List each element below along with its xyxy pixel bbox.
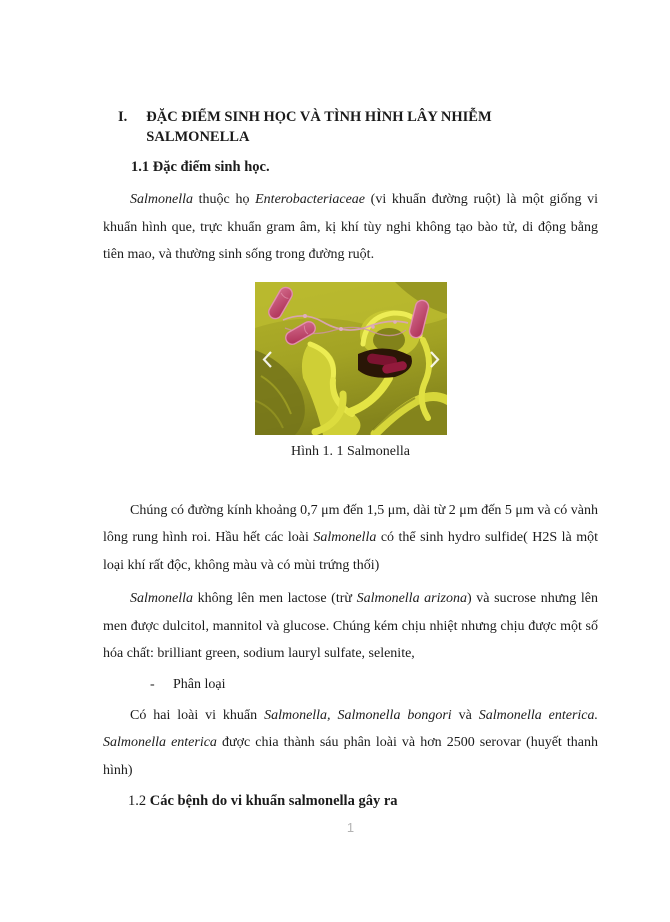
list-item-label: Phân loại [173,676,226,692]
figure-caption: Hình 1. 1 Salmonella [291,443,410,459]
list-bullet-dash: - [150,676,155,692]
paragraph-characteristics: Salmonella thuộc họ Enterobacteriaceae (vi khuẩn đường ruột) là một giống vi khuẩn hình que, trực khuẩn gram âm, kị khí tùy nghi không tạo bào tử, di động bằng tiên mao, và thường sinh sống trong đường ruột. [103,192,599,262]
carousel-next-button[interactable] [423,344,445,374]
figure-salmonella-micrograph [255,282,447,435]
paragraph-fermentation: Salmonella không lên men lactose (trừ Salmonella arizona) và sucrose nhưng lên men được dulcitol, mannitol và glucose. Chúng kém chịu nhiệt nhưng chịu được một số hóa chất: brilliant green, sodium lauryl sulfate, selenite, [103,591,598,661]
carousel-prev-button[interactable] [257,344,279,374]
subsection-1-2-text: Các bệnh do vi khuẩn salmonella gây ra [149,793,398,809]
paragraph-species: Có hai loài vi khuẩn Salmonella, Salmonella bongori và Salmonella enterica. Salmonella enterica được chia thành sáu phân loài và hơn 2500 serovar (huyết thanh hình) [103,707,598,778]
section-heading-text: ĐẶC ĐIỂM SINH HỌC VÀ TÌNH HÌNH LÂY NHIỄM SALMONELLA [146,109,492,145]
paragraph-dimensions: Chúng có đường kính khoảng 0,7 μm đến 1,5 μm, dài từ 2 μm đến 5 μm và có vành lông rung hình roi. Hầu hết các loài Salmonella có thể sinh hydro sulfide( H2S là một loại khí rất độc, không màu và có mùi trứng thối) [103,502,598,573]
subsection-heading-1-2 [103,791,598,812]
list-item-classification [103,673,598,696]
section-heading [103,107,598,147]
page-number: 1 [346,820,355,835]
salmonella-micrograph-image [255,282,447,435]
subsection-heading-1-1: 1.1 Đặc điểm sinh học. [131,159,270,175]
subsection-1-2-numeral: 1.2 [128,793,147,809]
section-heading-numeral: I. [118,109,128,125]
